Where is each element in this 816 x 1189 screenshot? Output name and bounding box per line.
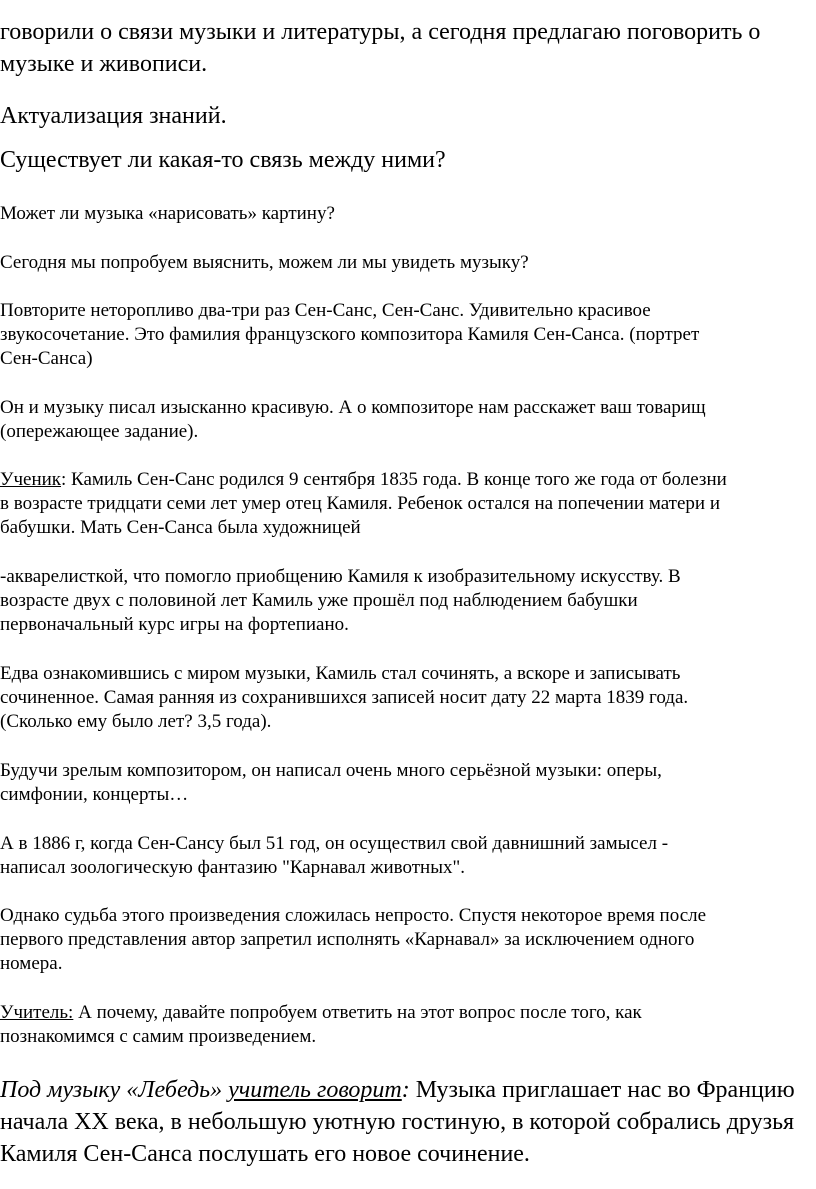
repeat-name-line-1: Повторите неторопливо два-три раз Сен-Санс, Сен-Санс. Удивительно красивое bbox=[0, 300, 651, 321]
question-draw bbox=[0, 202, 335, 226]
swan-colon: : bbox=[401, 1077, 410, 1103]
swan-line-1-rest: Музыка приглашает нас во Францию bbox=[409, 1077, 795, 1103]
intro-line-1: говорили о связи музыки и литературы, а сегодня предлагаю поговорить о bbox=[0, 19, 761, 45]
swan-line-1 bbox=[0, 1074, 795, 1106]
swan-line-2: начала XX века, в небольшую уютную гостиную, в которой собрались друзья bbox=[0, 1109, 795, 1135]
carnival-line-1: А в 1886 г, когда Сен-Сансу был 51 год, он осуществил свой давнишний замысел - bbox=[0, 833, 669, 854]
swan-teacher-speaks: учитель говорит bbox=[228, 1077, 402, 1103]
teacher-line-1 bbox=[0, 1001, 642, 1025]
mature-line-1: Будучи зрелым композитором, он написал очень много серьёзной музыки: оперы, bbox=[0, 760, 662, 781]
question-see bbox=[0, 251, 529, 275]
wrote-music-line-1: Он и музыку писал изысканно красивую. А о композиторе нам расскажет ваш товарищ bbox=[0, 397, 706, 418]
carnival-paragraph bbox=[0, 832, 668, 880]
repeat-name-paragraph bbox=[0, 299, 699, 371]
student-line-3: бабушки. Мать Сен-Санса была художницей bbox=[0, 517, 361, 538]
swan-italic-lead: Под музыку «Лебедь» bbox=[0, 1077, 229, 1103]
student-line-1 bbox=[0, 468, 727, 492]
question-draw-text: Может ли музыка «нарисовать» картину? bbox=[0, 203, 335, 224]
fate-paragraph bbox=[0, 904, 706, 976]
question-see-text: Сегодня мы попробуем выяснить, можем ли мы увидеть музыку? bbox=[0, 252, 529, 273]
swan-paragraph bbox=[0, 1074, 795, 1170]
teacher-label: Учитель: bbox=[0, 1002, 74, 1023]
teacher-line-2: познакомимся с самим произведением. bbox=[0, 1026, 317, 1047]
first-compositions-paragraph bbox=[0, 662, 688, 734]
fate-line-3: номера. bbox=[0, 953, 63, 974]
student-line-2: в возрасте тридцати семи лет умер отец Камиля. Ребенок остался на попечении матери и bbox=[0, 493, 720, 514]
question-connection-text: Существует ли какая-то связь между ними? bbox=[0, 147, 446, 173]
actualization-text: Актуализация знаний. bbox=[0, 103, 227, 129]
watercolor-line-3: первоначальный курс игры на фортепиано. bbox=[0, 614, 349, 635]
repeat-name-line-2: звукосочетание. Это фамилия французского композитора Камиля Сен-Санса. (портрет bbox=[0, 324, 700, 345]
student-line-1-rest: : Камиль Сен-Санс родился 9 сентября 1835 года. В конце того же года от болезни bbox=[61, 469, 727, 490]
first-compositions-line-3: (Сколько ему было лет? 3,5 года). bbox=[0, 711, 272, 732]
fate-line-1: Однако судьба этого произведения сложилась непросто. Спустя некоторое время после bbox=[0, 905, 707, 926]
mature-line-2: симфонии, концерты… bbox=[0, 784, 189, 805]
first-compositions-line-1: Едва ознакомившись с миром музыки, Камиль стал сочинять, а вскоре и записывать bbox=[0, 663, 681, 684]
intro-line-2: музыке и живописи. bbox=[0, 51, 208, 77]
question-connection bbox=[0, 144, 446, 176]
swan-line-3: Камиля Сен-Санса послушать его новое сочинение. bbox=[0, 1141, 530, 1167]
carnival-line-2: написал зоологическую фантазию "Карнавал животных". bbox=[0, 857, 465, 878]
mature-paragraph bbox=[0, 759, 662, 807]
wrote-music-line-2: (опережающее задание). bbox=[0, 421, 199, 442]
teacher-line-1-rest: А почему, давайте попробуем ответить на этот вопрос после того, как bbox=[73, 1002, 642, 1023]
watercolor-paragraph bbox=[0, 565, 681, 637]
watercolor-line-1: -акварелисткой, что помогло приобщению Камиля к изобразительному искусству. В bbox=[0, 566, 681, 587]
actualization-heading bbox=[0, 100, 227, 132]
student-paragraph bbox=[0, 468, 727, 540]
first-compositions-line-2: сочиненное. Самая ранняя из сохранившихся записей носит дату 22 марта 1839 года. bbox=[0, 687, 689, 708]
teacher-paragraph bbox=[0, 1001, 642, 1049]
watercolor-line-2: возрасте двух с половиной лет Камиль уже прошёл под наблюдением бабушки bbox=[0, 590, 638, 611]
intro-paragraph bbox=[0, 16, 760, 80]
student-label: Ученик bbox=[0, 469, 62, 490]
fate-line-2: первого представления автор запретил исполнять «Карнавал» за исключением одного bbox=[0, 929, 695, 950]
wrote-music-paragraph bbox=[0, 396, 706, 444]
repeat-name-line-3: Сен-Санса) bbox=[0, 348, 93, 369]
